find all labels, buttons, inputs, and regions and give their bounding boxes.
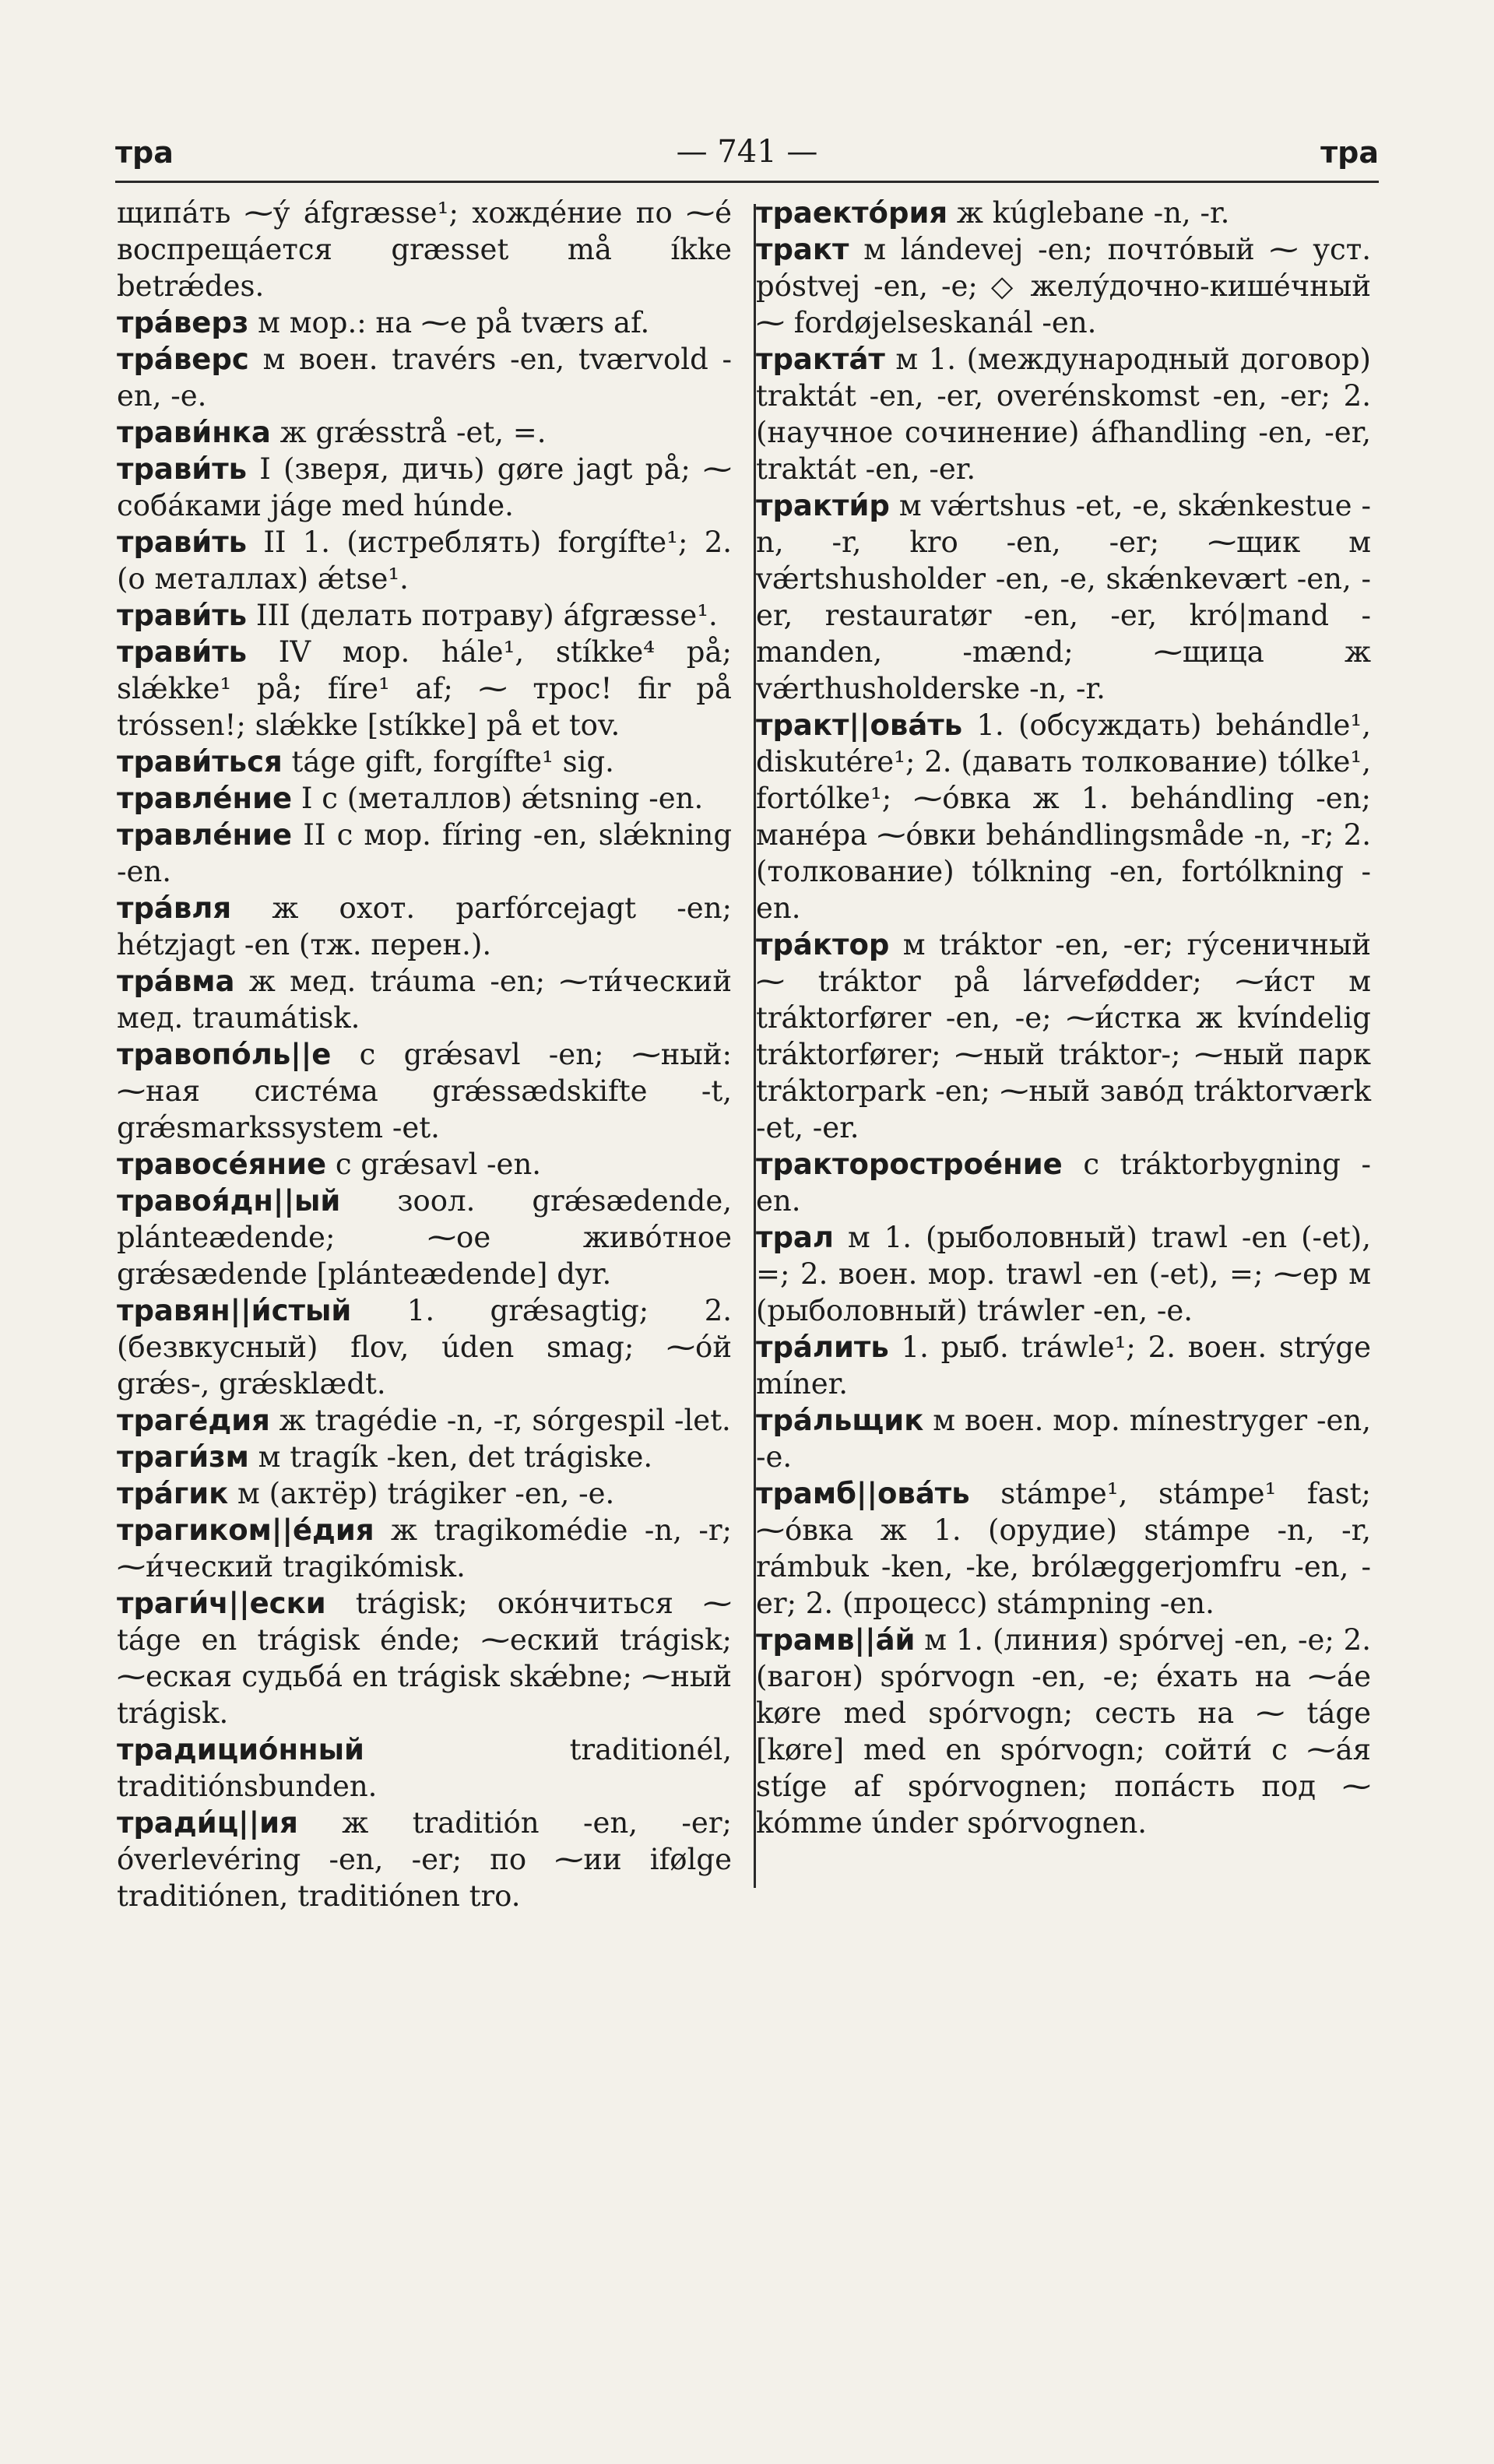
entry-headword: трави́ть (117, 452, 248, 486)
dictionary-entry (117, 451, 732, 524)
header-right-word: тра (1320, 135, 1379, 170)
page-header (115, 115, 1379, 183)
dictionary-entry (117, 1805, 732, 1914)
entry-definition: м 1. (рыболовный) trawl -en (-et), =; 2. воен. мор. trawl -en (-et), =; ⁓ер м (рыболовный) tráwler -en, -e. (756, 1221, 1372, 1327)
entry-headword: траге́дия (117, 1404, 270, 1437)
dictionary-entry (117, 1183, 732, 1292)
dictionary-entry (756, 341, 1371, 487)
columns (117, 195, 1393, 2137)
dictionary-entry (756, 487, 1371, 707)
entry-definition: 1. (обсуждать) behándle¹, diskutére¹; 2. (давать толкование) tólke¹, fortólke¹; ⁓о́вка ж 1. behándling -en; мане́ра ⁓о́вки behándlingsmåde -n, -r; 2. (толкование) tólkning -en, fortólkning -en. (756, 708, 1372, 925)
entry-definition: с grǽsavl -en; ⁓ный: ⁓ная систе́ма grǽssædskifte -t, grǽsmarkssystem -et. (117, 1038, 732, 1144)
entry-definition: ж tragédie -n, -r, sórgespil -let. (279, 1404, 731, 1437)
entry-definition: м vǽrtshus -et, -e, skǽnkestue -n, -r, kro -en, -er; ⁓щик м vǽrtshusholder -en, -e, skǽnkevært -en, -er, restauratør -en, -er, kró|mand -manden, -mænd; ⁓щица ж vǽrthusholderske -n, -r. (756, 489, 1372, 705)
entry-headword: тракторострое́ние (756, 1148, 1063, 1181)
entry-definition: 1. рыб. tráwle¹; 2. воен. strýge míner. (756, 1330, 1371, 1401)
entry-headword: травле́ние (117, 818, 293, 852)
entry-definition: ж traditión -en, -er; óverlevéring -en, -er; по ⁓ии ifølge traditiónen, traditiónen tro. (117, 1806, 732, 1913)
entry-definition: м воен. мор. mínestryger -en, -e. (756, 1404, 1371, 1474)
page-number: — 741 — (676, 134, 818, 170)
dictionary-entry (117, 890, 732, 963)
entry-definition: с tráktorbygning -en. (756, 1148, 1371, 1218)
entry-headword: трамб||ова́ть (756, 1477, 970, 1510)
dictionary-entry (117, 1146, 732, 1183)
dictionary-entry (756, 926, 1371, 1146)
dictionary-entry (756, 1329, 1371, 1402)
dictionary-entry (117, 1731, 732, 1805)
left-column (117, 195, 754, 2137)
entry-headword: трави́ть (117, 599, 248, 632)
entry-headword: травле́ние (117, 782, 293, 815)
entry-headword: тракти́р (756, 489, 890, 522)
dictionary-entry (117, 1036, 732, 1146)
entry-definition: м 1. (международный договор) traktát -en, -er, overénskomst -en, -er; 2. (научное сочинение) áfhandling -en, -er, traktát -en, -er. (756, 343, 1371, 486)
entry-definition: ж grǽsstrå -et, =. (279, 416, 547, 449)
entry-headword: травосе́яние (117, 1148, 327, 1181)
entry-headword: тради́ц||ия (117, 1806, 298, 1840)
entry-definition: ж охот. parfórcejagt -en; hétzjagt -en (тж. перен.). (117, 891, 732, 961)
entry-definition: м мор.: на ⁓е på tværs af. (258, 306, 650, 339)
dictionary-entry (756, 1622, 1371, 1841)
entry-headword: травопо́ль||е (117, 1038, 332, 1071)
dictionary-entry (117, 1585, 732, 1731)
entry-definition: зоол. grǽsædende, plánteædende; ⁓ое живо́тное grǽsædende [plánteædende] dyr. (117, 1184, 732, 1291)
entry-definition: ж kúglebane -n, -r. (956, 196, 1230, 230)
entry-headword: травоя́дн||ый (117, 1184, 341, 1218)
dictionary-entry (117, 1475, 732, 1512)
entry-headword: трави́ться (117, 745, 283, 779)
entry-definition: щипа́ть ⁓у́ áfgræsse¹; хожде́ние по ⁓е́ воспреща́ется græsset må íkke betrǽdes. (117, 196, 732, 303)
entry-headword: трави́ть (117, 525, 248, 559)
entry-definition: м tragík -ken, det trágiske. (258, 1440, 653, 1474)
entry-headword: трави́нка (117, 416, 271, 449)
entry-headword: тра́ктор (756, 928, 890, 961)
entry-definition: с grǽsavl -en. (335, 1148, 542, 1181)
entry-headword: тра́вма (117, 965, 235, 998)
dictionary-entry (117, 195, 732, 304)
entry-definition: м воен. travérs -en, tværvold -en, -e. (117, 343, 732, 413)
entry-headword: тракт (756, 233, 849, 266)
dictionary-entry (756, 707, 1371, 926)
entry-headword: трамв||а́й (756, 1623, 916, 1657)
dictionary-entry (756, 1219, 1371, 1329)
entry-headword: траги́зм (117, 1440, 249, 1474)
entry-definition: II 1. (истреблять) forgífte¹; 2. (о металлах) ǽtse¹. (117, 525, 733, 596)
entry-definition: м lándevej -en; почто́вый ⁓ уст. póstvej -en, -e; ◇ желу́дочно-кише́чный ⁓ fordøjelseskanál -en. (756, 233, 1371, 339)
entry-definition: II с мор. fíring -en, slǽkning -en. (117, 818, 733, 888)
entry-headword: траги́ч||ески (117, 1587, 326, 1620)
dictionary-entry (117, 743, 732, 780)
entry-definition: м 1. (линия) spórvej -en, -e; 2. (вагон) spórvogn -en, -e; е́хать на ⁓а́е køre med spórvogn; сесть на ⁓ táge [køre] med en spórvogn; сойти́ с ⁓а́я stíge af spórvognen; попа́сть под ⁓ kómme únder spórvognen. (756, 1623, 1371, 1840)
entry-definition: III (делать потраву) áfgræsse¹. (255, 599, 718, 632)
entry-headword: трагиком||е́дия (117, 1513, 374, 1547)
entry-definition: м (актёр) trágiker -en, -e. (237, 1477, 615, 1510)
dictionary-entry (117, 1439, 732, 1475)
dictionary-entry (756, 231, 1371, 341)
entry-definition: stámpe¹, stámpe¹ fast; ⁓о́вка ж 1. (орудие) stámpe -n, -r, rámbuk -ken, -ke, brólæggerjomfru -en, -er; 2. (процесс) stámpning -en. (756, 1477, 1371, 1620)
dictionary-entry (117, 341, 732, 414)
entry-definition: ж мед. tráuma -en; ⁓ти́ческий мед. traumátisk. (117, 965, 732, 1035)
entry-definition: I (зверя, дичь) gøre jagt på; ⁓ соба́ками jáge med húnde. (117, 452, 732, 522)
entry-headword: травян||и́стый (117, 1294, 352, 1327)
entry-headword: трави́ть (117, 635, 248, 669)
entry-headword: тракт||ова́ть (756, 708, 963, 742)
entry-headword: тра́льщик (756, 1404, 924, 1437)
dictionary-entry (117, 963, 732, 1036)
dictionary-entry (117, 414, 732, 451)
entry-headword: тра́лить (756, 1330, 889, 1364)
right-column (756, 195, 1393, 2137)
entry-definition: traditionél, traditiónsbunden. (117, 1733, 732, 1803)
dictionary-entry (117, 1512, 732, 1585)
dictionary-entry (756, 1402, 1371, 1475)
dictionary-entry (117, 634, 732, 743)
entry-headword: тра́верс (117, 343, 249, 376)
entry-headword: тра́верз (117, 306, 249, 339)
entry-definition: ж tragikomédie -n, -r; ⁓и́ческий tragikómisk. (117, 1513, 732, 1583)
dictionary-entry (117, 524, 732, 597)
entry-headword: трал (756, 1221, 834, 1254)
dictionary-entry (756, 1475, 1371, 1622)
entry-headword: традицио́нный (117, 1733, 364, 1766)
dictionary-entry (117, 780, 732, 817)
dictionary-entry (117, 1402, 732, 1439)
entry-definition: 1. grǽsagtig; 2. (безвкусный) flov, úden smag; ⁓о́й grǽs-, grǽsklædt. (117, 1294, 732, 1401)
entry-definition: IV мор. hále¹, stíkke⁴ på; slǽkke¹ på; fíre¹ af; ⁓ трос! fir på tróssen!; slǽkke [stíkke] på et tov. (117, 635, 732, 742)
entry-definition: I с (металлов) ǽtsning -en. (301, 782, 704, 815)
dictionary-entry (117, 597, 732, 634)
dictionary-entry (117, 304, 732, 341)
entry-headword: тра́вля (117, 891, 232, 925)
dictionary-entry (117, 1292, 732, 1402)
entry-headword: тракта́т (756, 343, 885, 376)
entry-definition: táge gift, forgífte¹ sig. (291, 745, 614, 779)
entry-headword: тра́гик (117, 1477, 229, 1510)
header-left-word: тра (115, 135, 174, 170)
entry-definition: trágisk; око́нчиться ⁓ táge en trágisk énde; ⁓еский trágisk; ⁓еская судьба́ en trágisk skǽbne; ⁓ный trágisk. (117, 1587, 733, 1730)
dictionary-entry (756, 195, 1371, 231)
entry-definition: м tráktor -en, -er; гу́сеничный ⁓ tráktor på lárvefødder; ⁓и́ст м tráktorfører -en, -e; ⁓и́стка ж kvíndelig tráktorfører; ⁓ный tráktor-; ⁓ный парк tráktorpark -en; ⁓ный заво́д tráktorværk -et, -er. (756, 928, 1371, 1144)
entry-headword: траекто́рия (756, 196, 948, 230)
dictionary-entry (117, 817, 732, 890)
dictionary-entry (756, 1146, 1371, 1219)
